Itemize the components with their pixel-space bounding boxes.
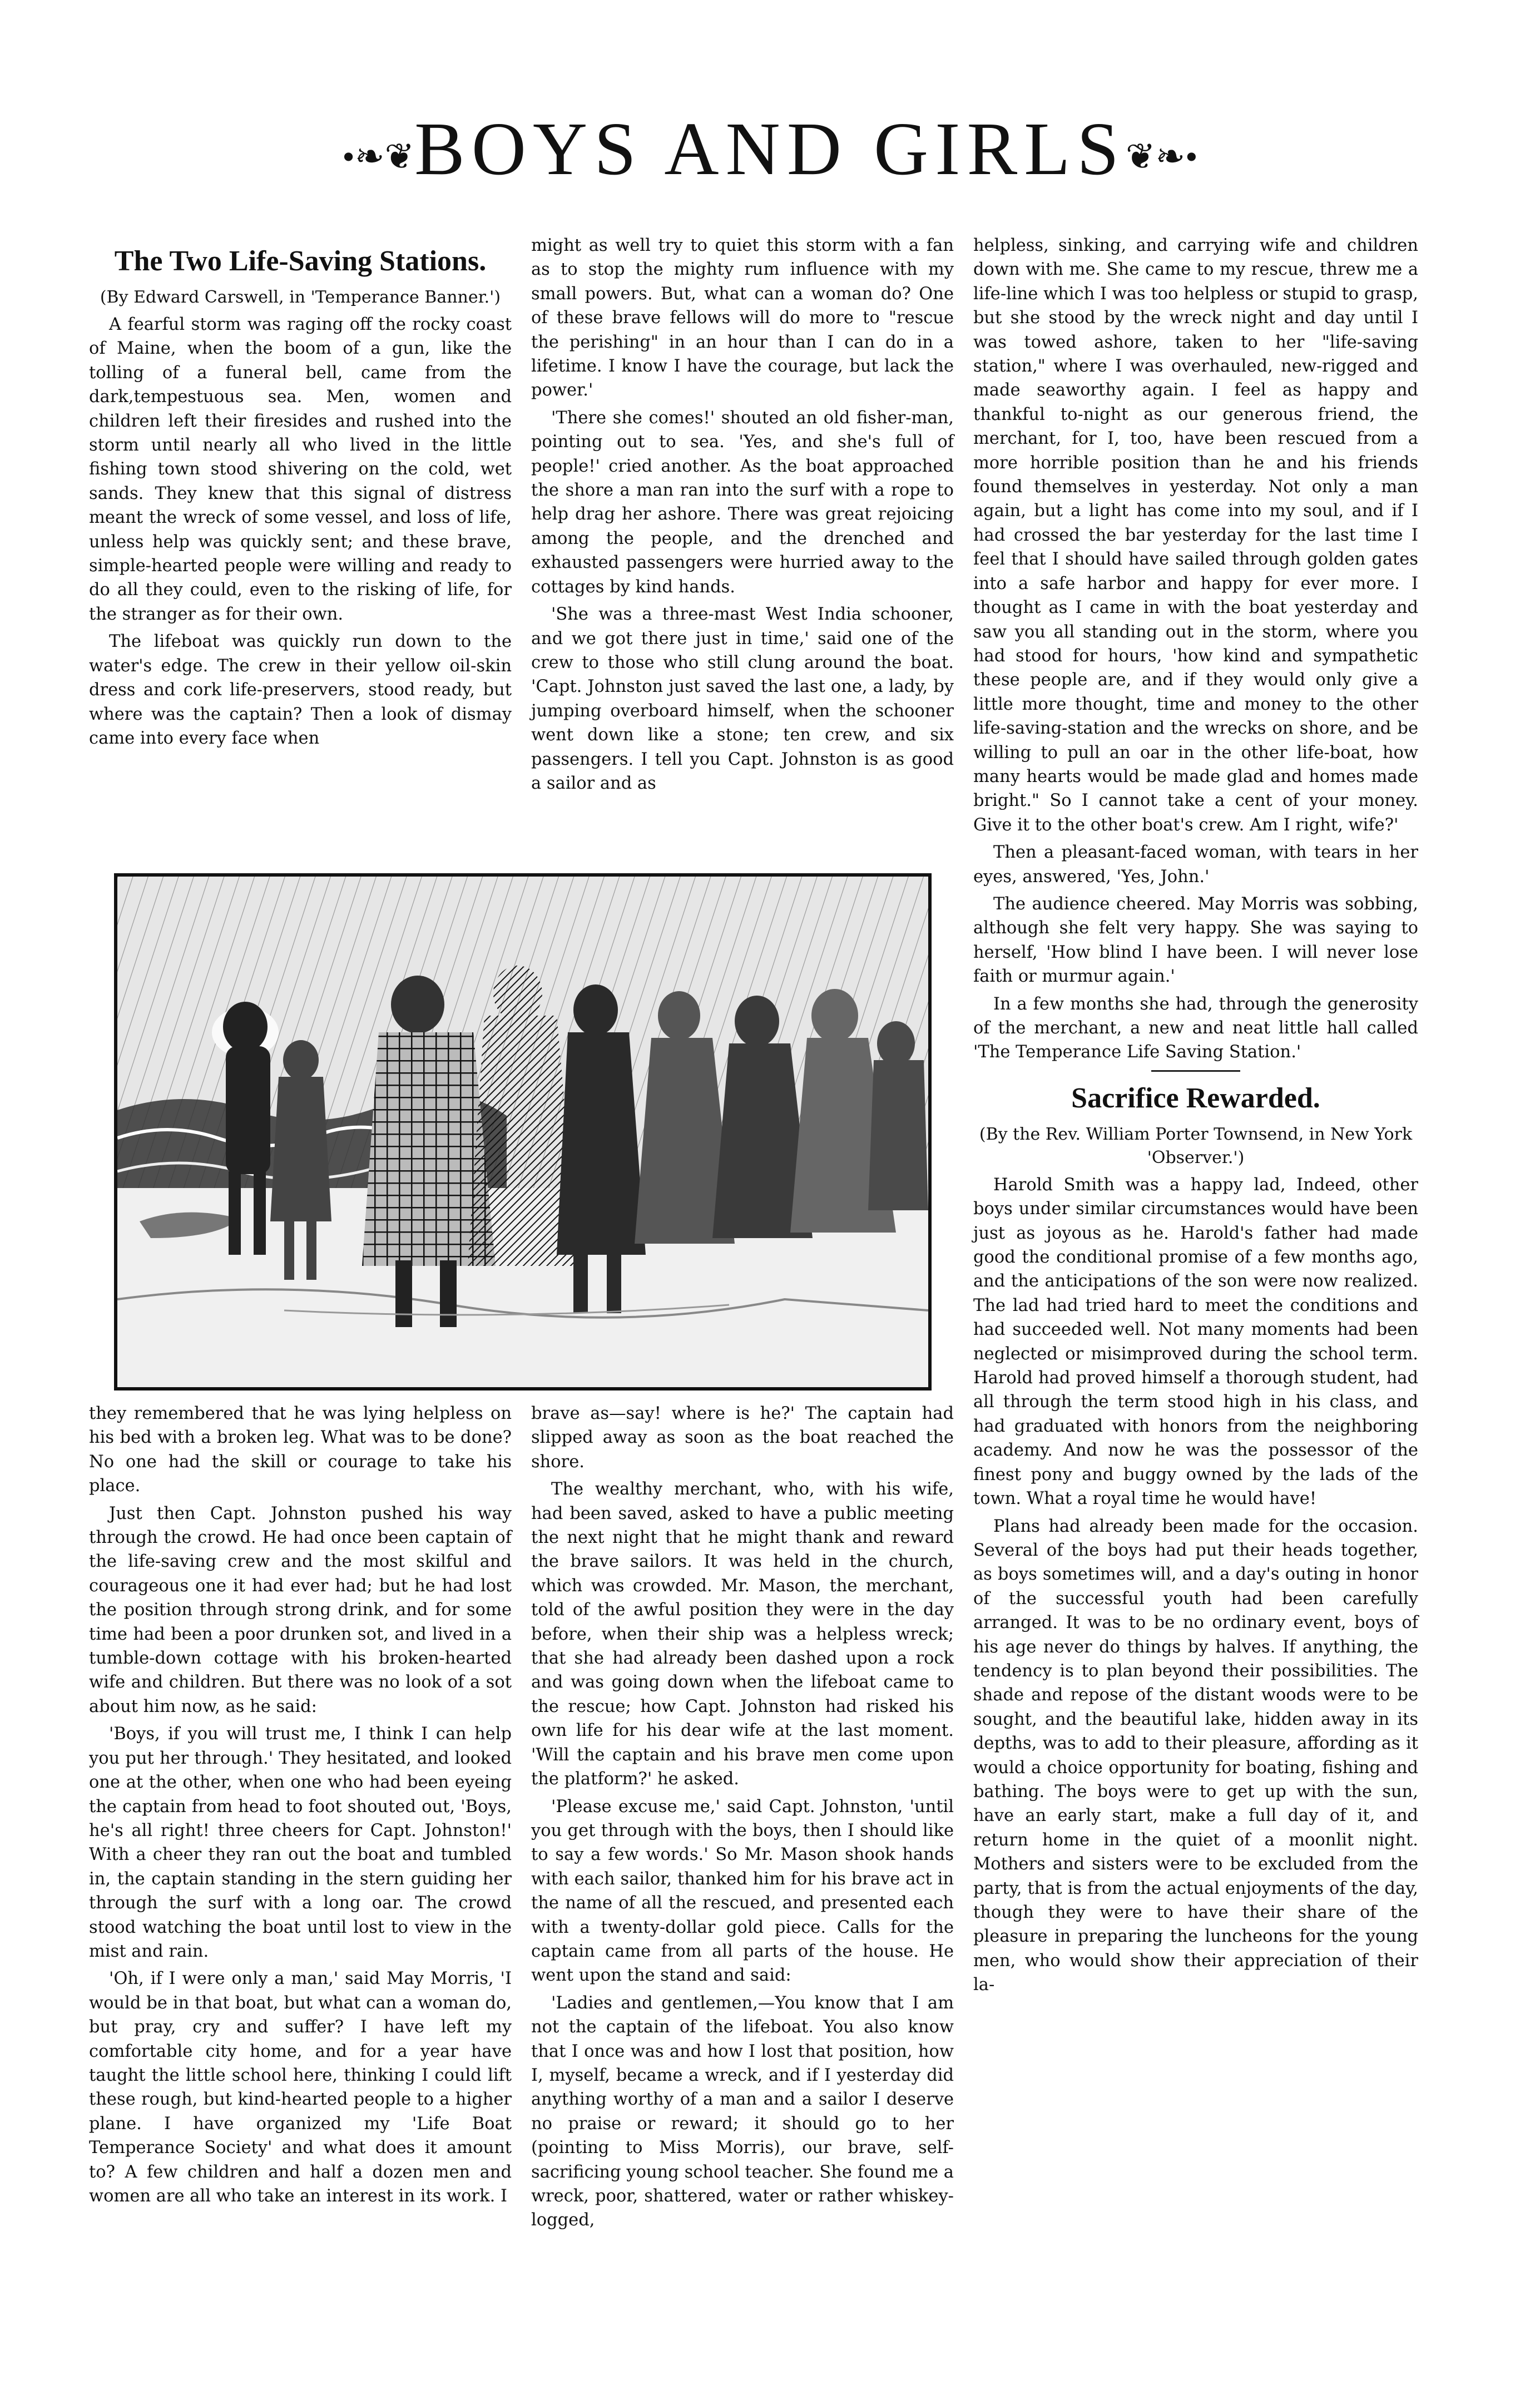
storm-crowd-illustration: [114, 873, 932, 1390]
article1-col3: [973, 234, 1418, 1997]
engraving-image: [117, 877, 928, 1387]
paragraph: might as well try to quiet this storm with a fan as to stop the mighty rum influence with my small powers. But, what can a woman do? One of these brave fellows will do more to "rescue the perishing" in an hour than I can do in a lifetime. I know I have the courage, but lack the power.': [531, 236, 954, 400]
article1-col2-top: [531, 234, 954, 795]
paragraph: 'Oh, if I were only a man,' said May Morris, 'I would be in that boat, but what can a woman do, but pray, cry and suffer? I have left my comfortable city home, and for a year have taught the little school here, thinking I could lift these rough, but kind-hearted people to a higher plane. I have organized my 'Life Boat Temperance Society' and what does it amount to? A few children and half a dozen men and women are all who take an interest in its work. I: [89, 1969, 512, 2206]
paragraph: 'She was a three-mast West India schooner, and we got there just in time,' said one of the crew to those who still clung around the boat. 'Capt. Johnston just saved the last one, a lady, by jumping overboard himself, when the schooner went down like a stone; ten crew, and six passengers. I tell you Capt. Johnston is as good a sailor and as: [531, 605, 954, 793]
paragraph: 'Ladies and gentlemen,—You know that I am not the captain of the lifeboat. You also know that I once was and how I lost that position, how I, myself, became a wreck, and if I yesterday did anything worthy of a man and a sailor I deserve no praise or reward; it should go to her (pointing to Miss Morris), our brave, self-sacrificing young school teacher. She found me a wreck, poor, shattered, water or rather whiskey-logged,: [531, 1993, 954, 2230]
paragraph: The audience cheered. May Morris was sobbing, although she felt very happy. She was saying to herself, 'How blind I have been. I will never lose faith or murmur again.': [973, 894, 1418, 987]
paragraph: 'Boys, if you will trust me, I think I can help you put her through.' They hesitated, and looked one at the other, when one who had been eyeing the captain from head to foot shouted out, 'Boys, he's all right! three cheers for Capt. Johnston!' With a cheer they ran out the boat and tumbled in, the captain standing in the stern guiding her through the surf with a long oar. The crowd stood watching the boat until lost to view in the mist and rain.: [89, 1724, 512, 1961]
paragraph: Plans had already been made for the occasion. Several of the boys had put their heads together, as boys sometimes will, and a day's outing in honor of the successful youth had been carefully arranged. It was to be no ordinary event, boys of his age never do things by halves. If anything, the tendency is to plan beyond their possibilities. The shade and repose of the distant woods were to be sought, and the beautiful lake, hidden away in its depths, was to add to their pleasure, affording as it would a choice opportunity for boating, fishing and bathing. The boys were to get up with the sun, have an early start, make a full day of it, and return home in the quiet of a moonlit night. Mothers and sisters were to be excluded from the party, that is from the actual enjoyments of the day, though they were to have their share of the pleasure in preparing the luncheons for the young men, who would show their appreciation of their la-: [973, 1516, 1418, 1995]
page-title-text: BOYS AND GIRLS: [414, 107, 1126, 191]
article1-col2-bottom: [531, 1402, 954, 2233]
right-ornament: ❦❧•: [1125, 136, 1198, 176]
paragraph: they remembered that he was lying helpless on his bed with a broken leg. What was to be done? No one had the skill or courage to take his place.: [89, 1404, 512, 1496]
paragraph: Just then Capt. Johnston pushed his way through the crowd. He had once been captain of the life-saving crew and the most skilful and courageous one it had ever had; but he had lost the position through strong drink, and for some time had been a poor drunken sot, and lived in a tumble-down cottage with his broken-hearted wife and children. But there was no look of a sot about him now, as he said:: [89, 1503, 512, 1716]
paragraph: In a few months she had, through the generosity of the merchant, a new and neat little hall called 'The Temperance Life Saving Station.': [973, 994, 1418, 1062]
article1-byline: (By Edward Carswell, in 'Temperance Banner.'): [100, 288, 501, 307]
paragraph: brave as—say! where is he?' The captain had slipped away as soon as the boat reached the shore.: [531, 1404, 954, 1472]
page-title: [0, 106, 1540, 192]
paragraph: A fearful storm was raging off the rocky coast of Maine, when the boom of a gun, like the tolling of a funeral bell, came from the dark,tempestuous sea. Men, women and children left their firesides and rushed into the storm until nearly all who lived in the little fishing town stood shivering on the cold, wet sands. They knew that this signal of distress meant the wreck of some vessel, and loss of life, unless help was quickly sent; and these brave, simple-hearted people were willing and ready to do all they could, even to the risking of life, for the stranger as for their own.: [89, 315, 512, 624]
paragraph: Harold Smith was a happy lad, Indeed, other boys under similar circumstances would have been just as joyous as he. Harold's father had made good the conditional promise of a few months ago, and the anticipations of the son were now realized. The lad had tried hard to meet the conditions and had succeeded well. Not many moments had been neglected or misimproved during the school term. Harold had proved himself a thorough student, had all through the term stood high in his class, and had graduated with honors from the neighboring academy. And now he was the possessor of the finest pony and buggy owned by the lads of the town. What a royal time he would have!: [973, 1175, 1418, 1509]
article1-col1-top: [89, 245, 512, 750]
paragraph: helpless, sinking, and carrying wife and children down with me. She came to my rescue, threw me a life-line which I was too helpless or stupid to grasp, but she stood by the wreck night and day until I was towed ashore, taken to her "life-saving station," where I was overhauled, new-rigged and made seaworthy again. I feel as happy and thankful to-night as our generous friend, the merchant, for I, too, have been rescued from a more horrible position than he and his friends found themselves in yesterday. Not only a man again, but a light has come into my soul, and if I had crossed the bar yesterday for the last time I feel that I should have sailed through golden gates into a safe harbor and happy for ever more. I thought as I came in with the boat yesterday and saw you all standing out in the storm, where you had stood for hours, 'how kind and sympathetic these people are, and if they would only give a little more thought, time and money to the other life-saving-station and the wrecks on shore, and be willing to pull an oar in the other life-boat, how many hearts would be made glad and homes made bright." So I cannot take a cent of your money. Give it to the other boat's crew. Am I right, wife?': [973, 236, 1418, 835]
article2-byline: (By the Rev. William Porter Townsend, in New York 'Observer.'): [979, 1124, 1413, 1167]
paragraph: 'Please excuse me,' said Capt. Johnston, 'until you get through with the boys, then I should like to say a few words.' So Mr. Mason shook hands with each sailor, thanked him for his brave act in the name of all the rescued, and presented each with a twenty-dollar gold piece. Calls for the captain came from all parts of the house. He went upon the stand and said:: [531, 1797, 954, 1986]
left-ornament: •❧❦: [342, 136, 415, 176]
paragraph: 'There she comes!' shouted an old fisher-man, pointing out to sea. 'Yes, and she's full of people!' cried another. As the boat approached the shore a man ran into the surf with a rope to help drag her ashore. There was great rejoicing among the people, and the drenched and exhausted passengers were hurried away to the cottages by kind hands.: [531, 408, 954, 597]
article1-title: The Two Life-Saving Stations.: [114, 245, 487, 277]
paragraph: Then a pleasant-faced woman, with tears in her eyes, answered, 'Yes, John.': [973, 843, 1418, 887]
section-divider: [1151, 1070, 1240, 1072]
article2-title: Sacrifice Rewarded.: [1071, 1082, 1320, 1114]
paragraph: The wealthy merchant, who, with his wife, had been saved, asked to have a public meeting the next night that he might thank and reward the brave sailors. It was held in the church, which was crowded. Mr. Mason, the merchant, told of the awful position they were in the day before, when their ship was a helpless wreck; that she had already been dashed upon a rock and was going down when the lifeboat came to the rescue; how Capt. Johnston had risked his own life for his dear wife at the last moment. 'Will the captain and his brave men come upon the platform?' he asked.: [531, 1479, 954, 1789]
paragraph: The lifeboat was quickly run down to the water's edge. The crew in their yellow oil-skin dress and cork life-preservers, stood ready, but where was the captain? Then a look of dismay came into every face when: [89, 632, 512, 748]
article1-col1-bottom: [89, 1402, 512, 2208]
